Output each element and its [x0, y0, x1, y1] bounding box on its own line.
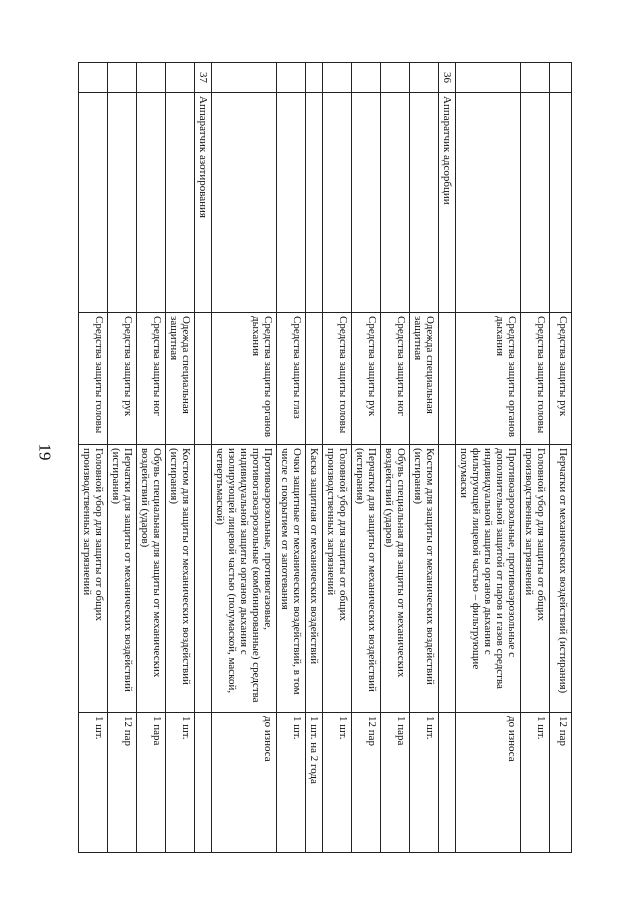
row-number-cell: [212, 63, 277, 93]
page-number: 19: [35, 443, 55, 461]
profession-cell: [456, 93, 521, 313]
ppe-item-cell: Костюм для защиты от механических воздействий (истирания): [166, 445, 195, 713]
ppe-category-cell: [195, 313, 212, 445]
table-row: [323, 63, 352, 853]
quantity-cell: 1 шт.: [410, 713, 439, 853]
row-number-cell: [550, 63, 572, 93]
quantity-cell: 1 шт.: [79, 713, 108, 853]
ppe-category-cell: Средства защиты головы: [323, 313, 352, 445]
quantity-cell: 12 пар: [352, 713, 381, 853]
ppe-item-cell: Головной убор для защиты от общих производственных загрязнений: [323, 445, 352, 713]
profession-cell: [212, 93, 277, 313]
profession-cell: [166, 93, 195, 313]
profession-cell: [79, 93, 108, 313]
quantity-cell: 1 шт.: [166, 713, 195, 853]
profession-cell: [277, 93, 306, 313]
profession-cell: [410, 93, 439, 313]
profession-cell: [306, 93, 323, 313]
ppe-item-cell: Перчатки для защиты от механических воздействий (истирания): [352, 445, 381, 713]
row-number-cell: [352, 63, 381, 93]
ppe-item-cell: Перчатки от механических воздействий (истирания): [550, 445, 572, 713]
quantity-cell: 1 пара: [381, 713, 410, 853]
profession-cell: [108, 93, 137, 313]
ppe-item-cell: Противоаэрозольные, противогазовые, противогазоаэрозольные (комбинированные) средства индивидуальной защиты органов дыхания с изолирующей лицевой частью (полумаской, маской, четвертьмаской): [212, 445, 277, 713]
row-number-cell: [79, 63, 108, 93]
row-number-cell: 37: [195, 63, 212, 93]
quantity-cell: 1 шт. на 2 года: [306, 713, 323, 853]
table-row: [550, 63, 572, 853]
row-number-cell: [323, 63, 352, 93]
quantity-cell: 12 пар: [108, 713, 137, 853]
table-row: [166, 63, 195, 853]
table-row: [277, 63, 306, 853]
quantity-cell: 1 шт.: [323, 713, 352, 853]
ppe-category-cell: Средства защиты головы: [79, 313, 108, 445]
quantity-cell: 12 пар: [550, 713, 572, 853]
quantity-cell: [195, 713, 212, 853]
rotated-table-area: [81, 62, 572, 852]
ppe-item-cell: Головной убор для защиты от общих производственных загрязнений: [521, 445, 550, 713]
profession-cell: Аппаратчик адсорбции: [439, 93, 456, 313]
row-number-cell: [277, 63, 306, 93]
ppe-item-cell: [439, 445, 456, 713]
row-number-cell: [381, 63, 410, 93]
ppe-category-cell: Средства защиты рук: [352, 313, 381, 445]
profession-cell: [352, 93, 381, 313]
ppe-item-cell: [195, 445, 212, 713]
table-row: [137, 63, 166, 853]
table-row: [439, 63, 456, 853]
ppe-item-cell: Головной убор для защиты от общих производственных загрязнений: [79, 445, 108, 713]
table-row: [195, 63, 212, 853]
ppe-category-cell: [306, 313, 323, 445]
profession-cell: Аппаратчик азотирования: [195, 93, 212, 313]
quantity-cell: 1 пара: [137, 713, 166, 853]
table-row: [381, 63, 410, 853]
ppe-item-cell: Очки защитные от механических воздействий, в том числе с покрытием от запотевания: [277, 445, 306, 713]
row-number-cell: [108, 63, 137, 93]
quantity-cell: до износа: [212, 713, 277, 853]
profession-cell: [521, 93, 550, 313]
ppe-item-cell: Каска защитная от механических воздействий: [306, 445, 323, 713]
row-number-cell: [456, 63, 521, 93]
ppe-category-cell: Средства защиты рук: [108, 313, 137, 445]
quantity-cell: до износа: [456, 713, 521, 853]
table-row: [108, 63, 137, 853]
table-row: [79, 63, 108, 853]
table-row: [521, 63, 550, 853]
row-number-cell: [166, 63, 195, 93]
row-number-cell: [521, 63, 550, 93]
profession-cell: [550, 93, 572, 313]
ppe-category-cell: Средства защиты органов дыхания: [212, 313, 277, 445]
ppe-category-cell: Средства защиты головы: [521, 313, 550, 445]
ppe-category-cell: Средства защиты ног: [381, 313, 410, 445]
table-row: [410, 63, 439, 853]
ppe-item-cell: Костюм для защиты от механических воздействий (истирания): [410, 445, 439, 713]
ppe-item-cell: Обувь специальная для защиты от механических воздействий (ударов): [381, 445, 410, 713]
ppe-item-cell: Перчатки для защиты от механических воздействий (истирания): [108, 445, 137, 713]
profession-cell: [323, 93, 352, 313]
table-row: [352, 63, 381, 853]
ppe-category-cell: Средства защиты рук: [550, 313, 572, 445]
row-number-cell: [410, 63, 439, 93]
row-number-cell: 36: [439, 63, 456, 93]
profession-cell: [381, 93, 410, 313]
ppe-category-cell: [439, 313, 456, 445]
ppe-category-cell: Средства защиты ног: [137, 313, 166, 445]
quantity-cell: [439, 713, 456, 853]
table-row: [306, 63, 323, 853]
profession-cell: [137, 93, 166, 313]
table-row: [456, 63, 521, 853]
ppe-category-cell: Средства защиты глаз: [277, 313, 306, 445]
ppe-item-cell: Противоаэрозольные, противоаэрозольные с дополнительной защитой от паров и газов средства индивидуальной защиты органов дыхания с фильтрующей лицевой частью – фильтрующие полумаски: [456, 445, 521, 713]
ppe-category-cell: Средства защиты органов дыхания: [456, 313, 521, 445]
ppe-norms-table: [78, 62, 572, 853]
table-body: [79, 63, 572, 853]
row-number-cell: [137, 63, 166, 93]
table-row: [212, 63, 277, 853]
quantity-cell: 1 шт.: [277, 713, 306, 853]
row-number-cell: [306, 63, 323, 93]
ppe-category-cell: Одежда специальная защитная: [410, 313, 439, 445]
ppe-item-cell: Обувь специальная для защиты от механических воздействий (ударов): [137, 445, 166, 713]
quantity-cell: 1 шт.: [521, 713, 550, 853]
ppe-category-cell: Одежда специальная защитная: [166, 313, 195, 445]
